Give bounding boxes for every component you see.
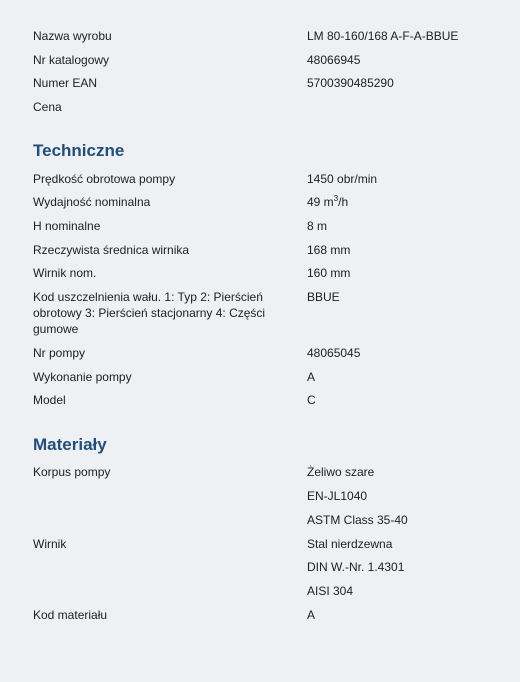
spec-value: A bbox=[307, 370, 316, 384]
spec-label: H nominalne bbox=[33, 219, 101, 233]
spec-label: Nr katalogowy bbox=[33, 53, 110, 67]
spec-label: Rzeczywista średnica wirnika bbox=[33, 243, 190, 257]
section-title-technical: Techniczne bbox=[33, 141, 125, 160]
flow-unit-tail: /h bbox=[338, 195, 349, 209]
spec-value: LM 80-160/168 A-F-A-BBUE bbox=[307, 29, 459, 43]
spec-value: 168 mm bbox=[307, 243, 351, 257]
spec-label: Kod materiału bbox=[33, 608, 108, 622]
spec-value: AISI 304 bbox=[307, 584, 354, 598]
spec-label: Wydajność nominalna bbox=[33, 195, 151, 209]
spec-value: 5700390485290 bbox=[307, 76, 394, 90]
spec-value: Stal nierdzewna bbox=[307, 537, 393, 551]
spec-value: BBUE bbox=[307, 290, 340, 304]
spec-label: Wykonanie pompy bbox=[33, 370, 132, 384]
flow-unit-exponent: 3 bbox=[333, 194, 339, 203]
spec-label: Wirnik nom. bbox=[33, 266, 97, 280]
spec-value: 1450 obr/min bbox=[307, 172, 378, 186]
flow-value: 49 m bbox=[307, 195, 334, 209]
spec-label: Nr pompy bbox=[33, 346, 86, 360]
section-title-materials: Materiały bbox=[33, 435, 107, 454]
spec-label: Numer EAN bbox=[33, 76, 98, 90]
spec-label: Prędkość obrotowa pompy bbox=[33, 172, 176, 186]
spec-label: Nazwa wyrobu bbox=[33, 29, 112, 43]
spec-value: 48065045 bbox=[307, 346, 361, 360]
spec-value: 8 m bbox=[307, 219, 328, 233]
spec-value: 160 mm bbox=[307, 266, 351, 280]
spec-value-flow bbox=[307, 194, 507, 210]
spec-value: C bbox=[307, 393, 316, 407]
spec-label: Kod uszczelnienia wału. 1: Typ 2: Pierścień obrotowy 3: Pierścień stacjonarny 4: Części gumowe bbox=[33, 290, 266, 336]
spec-value: ASTM Class 35-40 bbox=[307, 513, 408, 527]
spec-value: 48066945 bbox=[307, 53, 361, 67]
spec-value: DIN W.-Nr. 1.4301 bbox=[307, 560, 405, 574]
spec-label: Wirnik bbox=[33, 537, 67, 551]
spec-value: A bbox=[307, 608, 316, 622]
spec-value: EN-JL1040 bbox=[307, 489, 368, 503]
spec-label: Cena bbox=[33, 100, 62, 114]
spec-label: Korpus pompy bbox=[33, 465, 111, 479]
spec-value: Żeliwo szare bbox=[307, 465, 375, 479]
spec-label: Model bbox=[33, 393, 66, 407]
